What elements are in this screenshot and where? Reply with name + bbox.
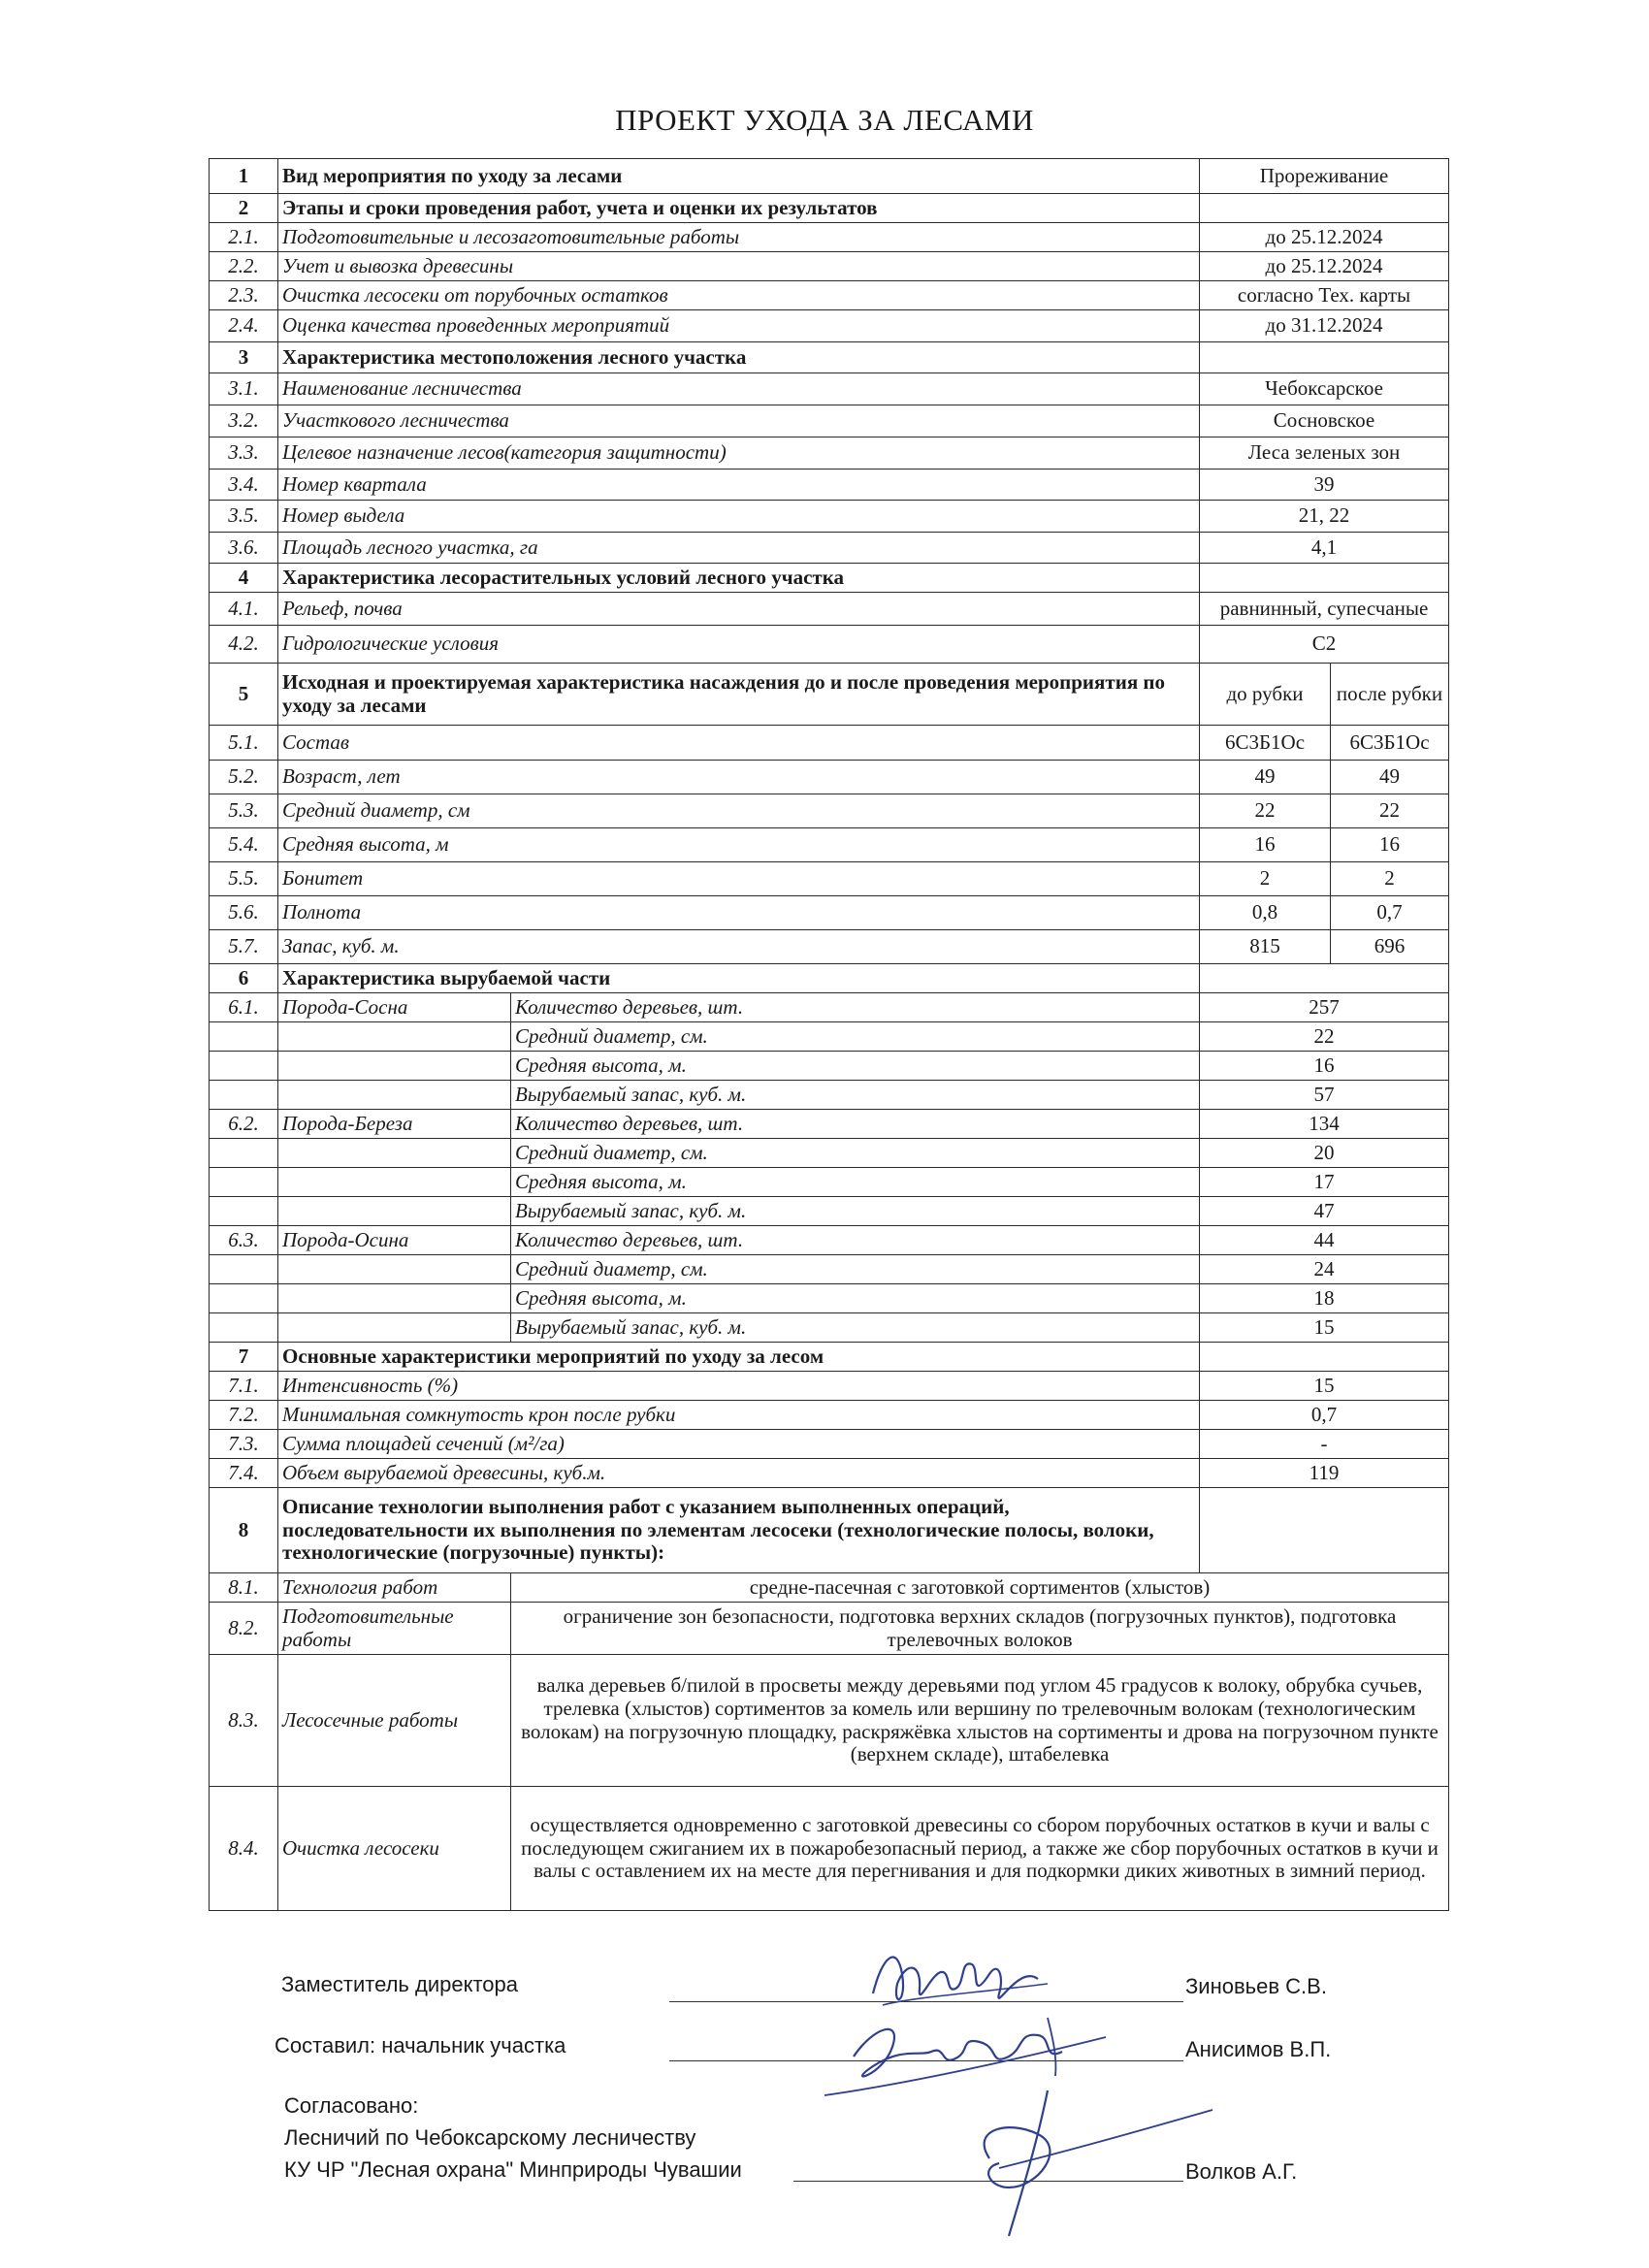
row-label: Подготовительные и лесозаготовительные работы bbox=[278, 223, 1200, 252]
species-label bbox=[278, 1197, 511, 1226]
row-value: Сосновское bbox=[1200, 405, 1449, 437]
table-row bbox=[210, 373, 1449, 405]
parameter-value: 22 bbox=[1200, 1022, 1449, 1052]
row-label: Вид мероприятия по уходу за лесами bbox=[278, 159, 1200, 194]
parameter-label: Средняя высота, м. bbox=[511, 1052, 1200, 1081]
table-row bbox=[210, 1197, 1449, 1226]
table-row bbox=[210, 930, 1449, 964]
row-number: 8.1. bbox=[210, 1573, 278, 1603]
table-row bbox=[210, 252, 1449, 281]
species-label bbox=[278, 1139, 511, 1168]
table-row bbox=[210, 1110, 1449, 1139]
species-label bbox=[278, 1081, 511, 1110]
forest-care-table bbox=[209, 158, 1449, 1911]
row-value: до 31.12.2024 bbox=[1200, 310, 1449, 342]
row-number: 7.2. bbox=[210, 1401, 278, 1430]
table-row bbox=[210, 194, 1449, 223]
row-label: Учет и вывозка древесины bbox=[278, 252, 1200, 281]
species-label: Порода-Береза bbox=[278, 1110, 511, 1139]
row-number: 5.3. bbox=[210, 794, 278, 828]
before-cutting-value: 6С3Б1Ос bbox=[1200, 726, 1331, 761]
table-row bbox=[210, 896, 1449, 930]
row-number bbox=[210, 1255, 278, 1284]
row-number: 4.2. bbox=[210, 626, 278, 664]
row-number: 1 bbox=[210, 159, 278, 194]
row-value: 119 bbox=[1200, 1459, 1449, 1488]
row-label: Рельеф, почва bbox=[278, 593, 1200, 626]
row-number: 6.2. bbox=[210, 1110, 278, 1139]
row-label: Интенсивность (%) bbox=[278, 1372, 1200, 1401]
row-number: 6.1. bbox=[210, 993, 278, 1022]
before-cutting-value: 49 bbox=[1200, 761, 1331, 794]
table-row bbox=[210, 1603, 1449, 1655]
operation-description: валка деревьев б/пилой в просветы между деревьями под углом 45 градусов к волоку, обрубка сучьев, трелевка (хлыстов) сортиментов за комель или вершину по трелевочным волокам (технологическим волокам) на погрузочную площадку, раскряжёвка хлыстов на сортименты и дрова на погрузочном пункте (верхнем складе), штабелевка bbox=[511, 1655, 1449, 1787]
parameter-label: Вырубаемый запас, куб. м. bbox=[511, 1197, 1200, 1226]
table-row bbox=[210, 1430, 1449, 1459]
operation-label: Очистка лесосеки bbox=[278, 1787, 511, 1911]
table-row bbox=[210, 405, 1449, 437]
parameter-label: Вырубаемый запас, куб. м. bbox=[511, 1313, 1200, 1343]
row-number: 3.1. bbox=[210, 373, 278, 405]
parameter-value: 24 bbox=[1200, 1255, 1449, 1284]
row-number: 4.1. bbox=[210, 593, 278, 626]
row-number: 5.5. bbox=[210, 862, 278, 896]
row-number: 5.6. bbox=[210, 896, 278, 930]
table-row bbox=[210, 437, 1449, 470]
table-row bbox=[210, 761, 1449, 794]
row-number: 2.4. bbox=[210, 310, 278, 342]
row-number: 8 bbox=[210, 1488, 278, 1573]
parameter-value: 16 bbox=[1200, 1052, 1449, 1081]
table-row bbox=[210, 1255, 1449, 1284]
after-cutting-value: 22 bbox=[1331, 794, 1449, 828]
table-row bbox=[210, 964, 1449, 993]
before-cutting-value: 16 bbox=[1200, 828, 1331, 862]
row-value bbox=[1200, 194, 1449, 223]
row-number: 7.1. bbox=[210, 1372, 278, 1401]
row-value: до 25.12.2024 bbox=[1200, 223, 1449, 252]
row-value: 39 bbox=[1200, 470, 1449, 501]
operation-label: Подготовительные работы bbox=[278, 1603, 511, 1655]
table-row bbox=[210, 1284, 1449, 1313]
table-row bbox=[210, 1081, 1449, 1110]
table-row bbox=[210, 626, 1449, 664]
after-cutting-value: 49 bbox=[1331, 761, 1449, 794]
table-row bbox=[210, 1313, 1449, 1343]
row-number bbox=[210, 1052, 278, 1081]
compiled-by-label: Составил: начальник участка bbox=[275, 2033, 566, 2057]
row-label: Наименование лесничества bbox=[278, 373, 1200, 405]
row-number: 3.4. bbox=[210, 470, 278, 501]
table-row bbox=[210, 1139, 1449, 1168]
row-number: 2.2. bbox=[210, 252, 278, 281]
table-row bbox=[210, 564, 1449, 593]
row-label: Состав bbox=[278, 726, 1200, 761]
parameter-value: 20 bbox=[1200, 1139, 1449, 1168]
parameter-value: 134 bbox=[1200, 1110, 1449, 1139]
before-cutting-value: 0,8 bbox=[1200, 896, 1331, 930]
row-number bbox=[210, 1168, 278, 1197]
table-row bbox=[210, 310, 1449, 342]
table-row bbox=[210, 1655, 1449, 1787]
before-cutting-value: до рубки bbox=[1200, 664, 1331, 726]
table-row bbox=[210, 1787, 1449, 1911]
row-label: Объем вырубаемой древесины, куб.м. bbox=[278, 1459, 1200, 1488]
species-label bbox=[278, 1052, 511, 1081]
table-row bbox=[210, 1052, 1449, 1081]
parameter-label: Средняя высота, м. bbox=[511, 1168, 1200, 1197]
row-number bbox=[210, 1139, 278, 1168]
row-number: 7.4. bbox=[210, 1459, 278, 1488]
parameter-value: 15 bbox=[1200, 1313, 1449, 1343]
row-label: Номер выдела bbox=[278, 501, 1200, 533]
table-row bbox=[210, 159, 1449, 194]
row-value: 0,7 bbox=[1200, 1401, 1449, 1430]
row-label: Средняя высота, м bbox=[278, 828, 1200, 862]
row-number: 4 bbox=[210, 564, 278, 593]
before-cutting-value: 22 bbox=[1200, 794, 1331, 828]
row-number: 2.3. bbox=[210, 281, 278, 310]
parameter-value: 47 bbox=[1200, 1197, 1449, 1226]
row-number: 5 bbox=[210, 664, 278, 726]
table-row bbox=[210, 1573, 1449, 1603]
row-label: Исходная и проектируемая характеристика насаждения до и после проведения мероприятия по уходу за лесами bbox=[278, 664, 1200, 726]
row-value: С2 bbox=[1200, 626, 1449, 664]
deputy-director-name: Зиновьев С.В. bbox=[1185, 1974, 1327, 1998]
table-row bbox=[210, 993, 1449, 1022]
row-label: Минимальная сомкнутость крон после рубки bbox=[278, 1401, 1200, 1430]
row-label: Оценка качества проведенных мероприятий bbox=[278, 310, 1200, 342]
operation-description: ограничение зон безопасности, подготовка верхних складов (погрузочных пунктов), подготовка трелевочных волоков bbox=[511, 1603, 1449, 1655]
row-label: Гидрологические условия bbox=[278, 626, 1200, 664]
species-label bbox=[278, 1255, 511, 1284]
table-row bbox=[210, 533, 1449, 564]
row-number bbox=[210, 1197, 278, 1226]
table-row bbox=[210, 1022, 1449, 1052]
parameter-label: Средний диаметр, см. bbox=[511, 1022, 1200, 1052]
empty-cell bbox=[1200, 1488, 1449, 1573]
row-number: 8.4. bbox=[210, 1787, 278, 1911]
row-label: Основные характеристики мероприятий по уходу за лесом bbox=[278, 1343, 1200, 1372]
row-label: Полнота bbox=[278, 896, 1200, 930]
agreed-label: Согласовано: bbox=[284, 2093, 419, 2118]
table-row bbox=[210, 1226, 1449, 1255]
species-label: Порода-Осина bbox=[278, 1226, 511, 1255]
row-value: - bbox=[1200, 1430, 1449, 1459]
before-cutting-value: 815 bbox=[1200, 930, 1331, 964]
species-label bbox=[278, 1022, 511, 1052]
parameter-label: Средняя высота, м. bbox=[511, 1284, 1200, 1313]
table-row bbox=[210, 726, 1449, 761]
parameter-value: 57 bbox=[1200, 1081, 1449, 1110]
parameter-label: Количество деревьев, шт. bbox=[511, 1226, 1200, 1255]
row-value: 4,1 bbox=[1200, 533, 1449, 564]
table-row bbox=[210, 1488, 1449, 1573]
table-row bbox=[210, 1343, 1449, 1372]
row-label: Возраст, лет bbox=[278, 761, 1200, 794]
row-label: Участкового лесничества bbox=[278, 405, 1200, 437]
parameter-label: Количество деревьев, шт. bbox=[511, 1110, 1200, 1139]
organization-title: КУ ЧР "Лесная охрана" Минприроды Чувашии bbox=[284, 2157, 742, 2182]
table-row bbox=[210, 1372, 1449, 1401]
row-label: Очистка лесосеки от порубочных остатков bbox=[278, 281, 1200, 310]
row-label: Средний диаметр, см bbox=[278, 794, 1200, 828]
row-number: 5.2. bbox=[210, 761, 278, 794]
parameter-value: 44 bbox=[1200, 1226, 1449, 1255]
after-cutting-value: 6С3Б1Ос bbox=[1331, 726, 1449, 761]
table-row bbox=[210, 664, 1449, 726]
after-cutting-value: 696 bbox=[1331, 930, 1449, 964]
species-label bbox=[278, 1168, 511, 1197]
row-label: Этапы и сроки проведения работ, учета и оценки их результатов bbox=[278, 194, 1200, 223]
row-number: 2 bbox=[210, 194, 278, 223]
row-value: равнинный, супесчаные bbox=[1200, 593, 1449, 626]
row-value bbox=[1200, 1343, 1449, 1372]
table-row bbox=[210, 1459, 1449, 1488]
table-row bbox=[210, 501, 1449, 533]
agreed-name: Волков А.Г. bbox=[1185, 2159, 1298, 2184]
row-value: до 25.12.2024 bbox=[1200, 252, 1449, 281]
row-value: Прореживание bbox=[1200, 159, 1449, 194]
row-label: Характеристика лесорастительных условий лесного участка bbox=[278, 564, 1200, 593]
deputy-director-label: Заместитель директора bbox=[281, 1972, 518, 1996]
row-number: 6 bbox=[210, 964, 278, 993]
species-label bbox=[278, 1284, 511, 1313]
parameter-label: Количество деревьев, шт. bbox=[511, 993, 1200, 1022]
row-label: Характеристика местоположения лесного участка bbox=[278, 342, 1200, 373]
row-value: 21, 22 bbox=[1200, 501, 1449, 533]
compiled-by-name: Анисимов В.П. bbox=[1185, 2037, 1332, 2061]
after-cutting-value: после рубки bbox=[1331, 664, 1449, 726]
table-row bbox=[210, 794, 1449, 828]
row-value bbox=[1200, 564, 1449, 593]
row-number: 8.3. bbox=[210, 1655, 278, 1787]
row-label: Описание технологии выполнения работ с указанием выполненных операций, последовательности их выполнения по элементам лесосеки (технологические полосы, волоки, технологические (погрузочные) пункты): bbox=[278, 1488, 1200, 1573]
row-number bbox=[210, 1313, 278, 1343]
row-number bbox=[210, 1022, 278, 1052]
parameter-value: 257 bbox=[1200, 993, 1449, 1022]
row-number: 6.3. bbox=[210, 1226, 278, 1255]
row-label: Характеристика вырубаемой части bbox=[278, 964, 1200, 993]
row-number: 2.1. bbox=[210, 223, 278, 252]
table-row bbox=[210, 281, 1449, 310]
table-row bbox=[210, 342, 1449, 373]
table-body bbox=[210, 159, 1449, 1911]
table-row bbox=[210, 470, 1449, 501]
row-number: 8.2. bbox=[210, 1603, 278, 1655]
parameter-value: 17 bbox=[1200, 1168, 1449, 1197]
parameter-label: Средний диаметр, см. bbox=[511, 1255, 1200, 1284]
after-cutting-value: 2 bbox=[1331, 862, 1449, 896]
row-value bbox=[1200, 964, 1449, 993]
row-number: 7 bbox=[210, 1343, 278, 1372]
row-number: 3.3. bbox=[210, 437, 278, 470]
row-number bbox=[210, 1284, 278, 1313]
table-row bbox=[210, 862, 1449, 896]
row-number: 7.3. bbox=[210, 1430, 278, 1459]
row-number bbox=[210, 1081, 278, 1110]
after-cutting-value: 0,7 bbox=[1331, 896, 1449, 930]
row-number: 5.7. bbox=[210, 930, 278, 964]
row-label: Бонитет bbox=[278, 862, 1200, 896]
row-value bbox=[1200, 342, 1449, 373]
row-value: Чебоксарское bbox=[1200, 373, 1449, 405]
row-label: Сумма площадей сечений (м²/га) bbox=[278, 1430, 1200, 1459]
document-title: ПРОЕКТ УХОДА ЗА ЛЕСАМИ bbox=[615, 103, 1034, 137]
before-cutting-value: 2 bbox=[1200, 862, 1331, 896]
operation-description: средне-пасечная с заготовкой сортиментов (хлыстов) bbox=[511, 1573, 1449, 1603]
table-row bbox=[210, 828, 1449, 862]
operation-description: осуществляется одновременно с заготовкой древесины со сбором порубочных остатков в кучи и валы с последующем сжиганием их в пожаробезопасный период, а также же сбор порубочных остатков в кучи и валы с оставлением их на месте для перегнивания и для подкормки диких животных в зимний период. bbox=[511, 1787, 1449, 1911]
parameter-label: Вырубаемый запас, куб. м. bbox=[511, 1081, 1200, 1110]
table-row bbox=[210, 593, 1449, 626]
parameter-value: 18 bbox=[1200, 1284, 1449, 1313]
row-label: Номер квартала bbox=[278, 470, 1200, 501]
after-cutting-value: 16 bbox=[1331, 828, 1449, 862]
operation-label: Лесосечные работы bbox=[278, 1655, 511, 1787]
row-label: Запас, куб. м. bbox=[278, 930, 1200, 964]
table-row bbox=[210, 1168, 1449, 1197]
row-number: 3 bbox=[210, 342, 278, 373]
species-label: Порода-Сосна bbox=[278, 993, 511, 1022]
parameter-label: Средний диаметр, см. bbox=[511, 1139, 1200, 1168]
forester-title: Лесничий по Чебоксарскому лесничеству bbox=[284, 2125, 696, 2150]
row-label: Площадь лесного участка, га bbox=[278, 533, 1200, 564]
row-number: 3.5. bbox=[210, 501, 278, 533]
table-row bbox=[210, 1401, 1449, 1430]
row-label: Целевое назначение лесов(категория защитности) bbox=[278, 437, 1200, 470]
row-number: 5.4. bbox=[210, 828, 278, 862]
row-value: согласно Тех. карты bbox=[1200, 281, 1449, 310]
row-number: 5.1. bbox=[210, 726, 278, 761]
row-value: Леса зеленых зон bbox=[1200, 437, 1449, 470]
row-number: 3.6. bbox=[210, 533, 278, 564]
row-number: 3.2. bbox=[210, 405, 278, 437]
row-value: 15 bbox=[1200, 1372, 1449, 1401]
table-row bbox=[210, 223, 1449, 252]
operation-label: Технология работ bbox=[278, 1573, 511, 1603]
agreed-signature-scribble bbox=[931, 2081, 1222, 2246]
species-label bbox=[278, 1313, 511, 1343]
